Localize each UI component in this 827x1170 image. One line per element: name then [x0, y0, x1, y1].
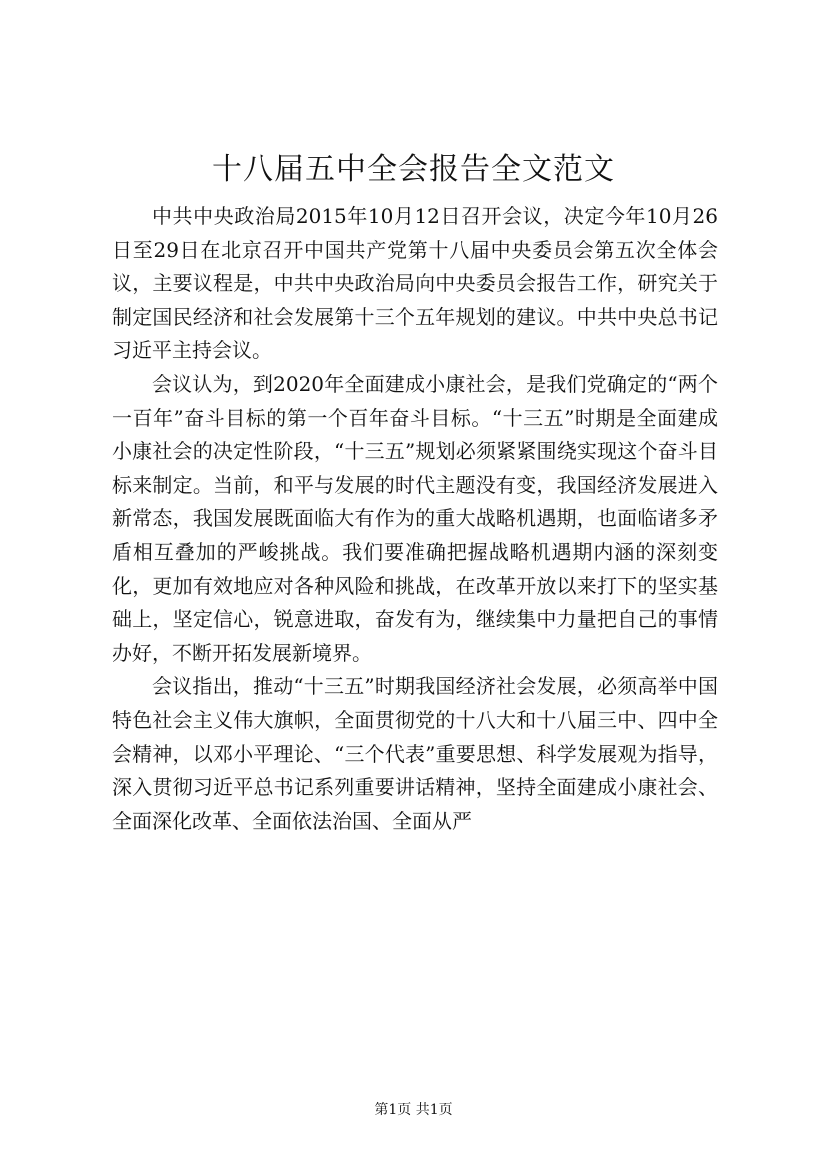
- paragraph-1: 中共中央政治局2015年10月12日召开会议，决定今年10月26日至29日在北京召开中国共产党第十八届中央委员会第五次全体会议，主要议程是，中共中央政治局向中央委员会报告工作，研究关于制定国民经济和社会发展第十三个五年规划的建议。中共中央总书记习近平主持会议。: [112, 204, 718, 363]
- paragraph-2: 会议认为，到2020年全面建成小康社会，是我们党确定的“两个一百年”奋斗目标的第一个百年奋斗目标。“十三五”时期是全面建成小康社会的决定性阶段，“十三五”规划必须紧紧围绕实现这个奋斗目标来制定。当前，和平与发展的时代主题没有变，我国经济发展进入新常态，我国发展既面临大有作为的重大战略机遇期，也面临诸多矛盾相互叠加的严峻挑战。我们要准确把握战略机遇期内涵的深刻变化，更加有效地应对各种风险和挑战，在改革开放以来打下的坚实基础上，坚定信心，锐意进取，奋发有为，继续集中力量把自己的事情办好，不断开拓发展新境界。: [112, 371, 718, 665]
- page-footer: 第1页 共1页: [374, 1102, 453, 1118]
- document-body: [112, 200, 718, 838]
- document-title: 十八届五中全会报告全文范文: [212, 152, 615, 187]
- paragraph-3: 会议指出，推动“十三五”时期我国经济社会发展，必须高举中国特色社会主义伟大旗帜，全面贯彻党的十八大和十八届三中、四中全会精神，以邓小平理论、“三个代表”重要思想、科学发展观为指导，深入贯彻习近平总书记系列重要讲话精神，坚持全面建成小康社会、全面深化改革、全面依法治国、全面从严: [112, 674, 718, 833]
